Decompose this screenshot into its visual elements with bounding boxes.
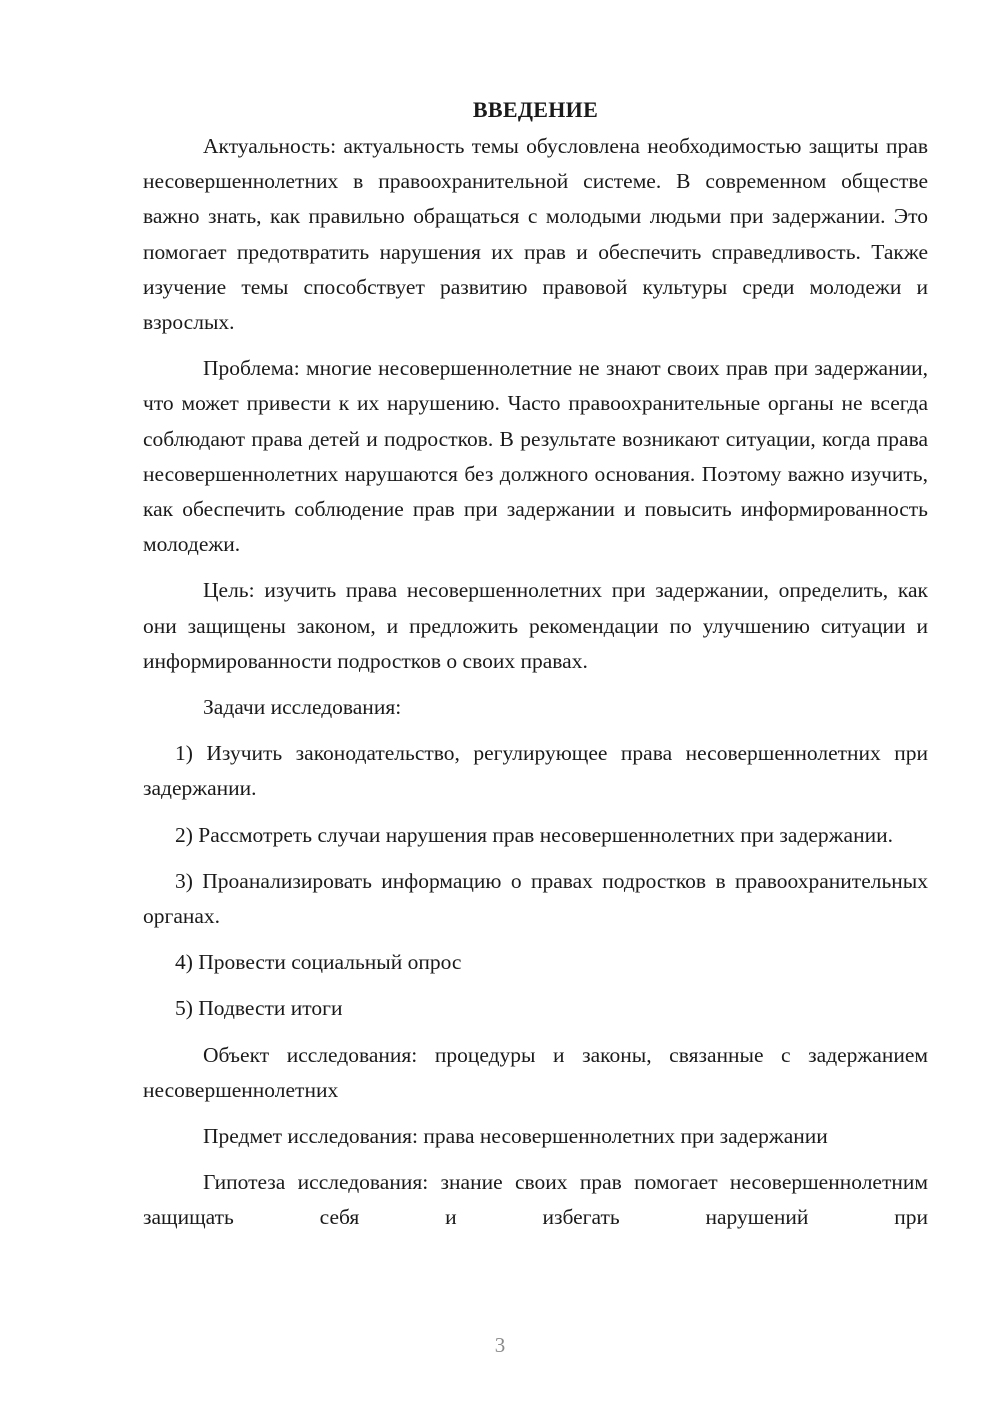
- task-item-1: 1) Изучить законодательство, регулирующее права несовершеннолетних при задержании.: [143, 741, 928, 801]
- paragraph-tasks-heading: Задачи исследования:: [203, 695, 402, 720]
- page-number: 3: [494, 1333, 506, 1357]
- paragraph-problem: Проблема: многие несовершеннолетние не знают своих прав при задержании, что может привести к их нарушению. Часто правоохранительные органы не всегда соблюдают права детей и подростков. В результате возникают ситуации, когда права несовершеннолетних нарушаются без должного основания. Поэтому важно изучить, как обеспечить соблюдение прав при задержании и повысить информированность молодежи.: [143, 356, 928, 557]
- page-body: [143, 95, 928, 1236]
- paragraph-relevance: Актуальность: актуальность темы обусловлена необходимостью защиты прав несовершеннолетних в правоохранительной системе. В современном обществе важно знать, как правильно обращаться с молодыми людьми при задержании. Это помогает предотвратить нарушения их прав и обеспечить справедливость. Также изучение темы способствует развитию правовой культуры среди молодежи и взрослых.: [143, 134, 928, 335]
- task-item-4: 4) Провести социальный опрос: [175, 950, 462, 975]
- task-item-2: 2) Рассмотреть случаи нарушения прав несовершеннолетних при задержании.: [175, 822, 893, 847]
- paragraph-subject: Предмет исследования: права несовершеннолетних при задержании: [203, 1124, 828, 1149]
- task-item-3: 3) Проанализировать информацию о правах подростков в правоохранительных органах.: [143, 868, 928, 929]
- paragraph-object: Объект исследования: процедуры и законы, связанные с задержанием несовершеннолетних: [143, 1042, 928, 1102]
- page-title: ВВЕДЕНИЕ: [472, 97, 599, 122]
- paragraph-hypothesis: Гипотеза исследования: знание своих прав помогает несовершеннолетним защищать себя и избегать нарушений при: [143, 1170, 928, 1230]
- task-item-5: 5) Подвести итоги: [175, 996, 343, 1021]
- paragraph-goal: Цель: изучить права несовершеннолетних при задержании, определить, как они защищены законом, и предложить рекомендации по улучшению ситуации и информированности подростков о своих правах.: [143, 578, 928, 673]
